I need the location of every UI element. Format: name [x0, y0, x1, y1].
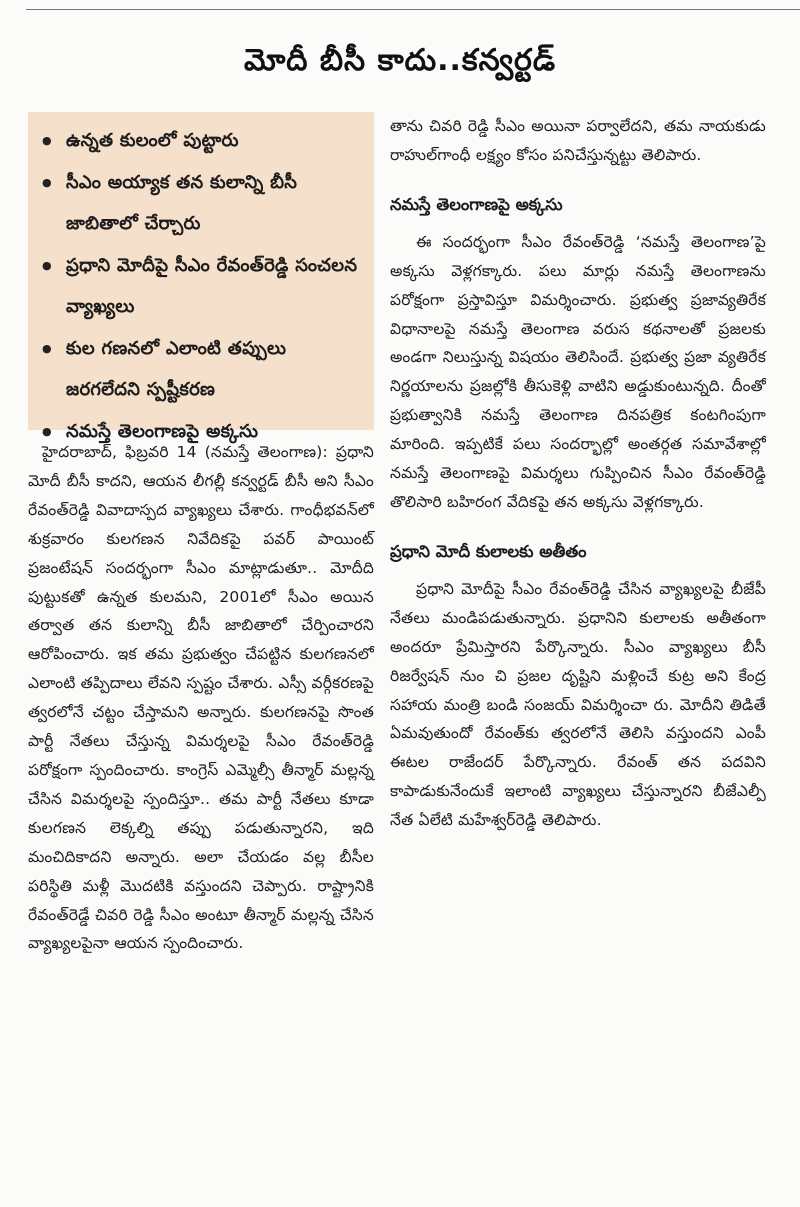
section-subhead: నమస్తే తెలంగాణపై అక్కసు [390, 194, 563, 214]
highlight-item: ● ప్రధాని మోదీపై సీఎం రేవంత్‌రెడ్డి సంచలన వ్యాఖ్యలు [38, 245, 364, 328]
lead-paragraph: హైదరాబాద్, ఫిబ్రవరి 14 (నమస్తే తెలంగాణ): ప్రధాని మోదీ బీసీ కాదని, ఆయన లీగల్లీ కన్వర్టడ్ బీసీ అని సీఎం రేవంత్‌రెడ్డి వివాదాస్పద వ్యాఖ్యలు చేశారు. గాంధీభవన్‌లో శుక్రవారం కులగణన నివేదికపై పవర్ పాయింట్ ప్రజంటేషన్ సందర్భంగా సీఎం మాట్లాడుతూ.. మోదీది పుట్టుకతో ఉన్నత కులమని, 2001లో సీఎం అయిన తర్వాత తన కులాన్ని బీసీ జాబితాలో చేర్పించారని ఆరోపించారు. ఇక తమ ప్రభుత్వం చేపట్టిన కులగణనలో ఎలాంటి తప్పిదాలు లేవని స్పష్టం చేశారు. ఎస్సీ వర్గీకరణపై త్వరలోనే చట్టం చేస్తామని అన్నారు. కులగణనపై సొంత పార్టీ నేతలు చేస్తున్న విమర్శలపై సీఎం రేవంత్‌రెడ్డి పరోక్షంగా స్పందించారు. కాంగ్రెస్ ఎమ్మెల్సీ తీన్మార్ మల్లన్న చేసిన విమర్శలపై స్పందిస్తూ.. తమ పార్టీ నేతలు కూడా కులగణన లెక్కల్ని తప్పు పడుతున్నారని, ఇది మంచిదికాదని అన్నారు. అలా చేయడం వల్ల బీసీల పరిస్థితి మళ్లీ మొదటికి వస్తుందని చెప్పారు. రాష్ట్రానికి రేవంత్‌రెడ్డే చివరి రెడ్డి సీఎం అంటూ తీన్మార్ మల్లన్న చేసిన వ్యాఖ్యలపైనా ఆయన స్పందించారు. [28, 443, 374, 953]
section-paragraph: ప్రధాని మోదీపై సీఎం రేవంత్‌రెడ్డి చేసిన వ్యాఖ్యలపై బీజేపీ నేతలు మండిపడుతున్నారు. ప్రధానిని కులాలకు అతీతంగా అందరూ ప్రేమిస్తారని పేర్కొన్నారు. సీఎం వ్యాఖ్యలు బీసీ రిజర్వేషన్ నుం చి ప్రజల దృష్టిని మళ్లించే కుట్ర అని కేంద్ర సహాయ మంత్రి బండి సంజయ్ విమర్శించా రు. మోదీని తిడితే ఏమవుతుందో రేవంత్‌కు త్వరలోనే తెలిసి వస్తుందని ఎంపీ ఈటల రాజేందర్ పేర్కొన్నారు. రేవంత్ తన పదవిని కాపాడుకునేందుకే ఇలాంటి వ్యాఖ్యలు చేస్తున్నారని బీజేఎల్పీ నేత ఏలేటి మహేశ్వర్‌రెడ్డి తెలిపారు. [390, 579, 766, 830]
left-column [28, 112, 374, 958]
highlight-item: ● సీఎం అయ్యాక తన కులాన్ని బీసీ జాబితాలో చేర్చారు [38, 162, 364, 245]
highlight-item: ● నమస్తే తెలంగాణపై అక్కసు [38, 411, 364, 453]
highlights-box [28, 112, 374, 442]
top-rule [26, 9, 800, 10]
section-subhead: ప్రధాని మోదీ కులాలకు అతీతం [390, 541, 587, 561]
highlight-item: ● ఉన్నత కులంలో పుట్టారు [38, 120, 364, 162]
continuation-paragraph: తాను చివరి రెడ్డి సీఎం అయినా పర్వాలేదని, తమ నాయకుడు రాహుల్‌గాంధీ లక్ష్యం కోసం పనిచేస్తున్నట్టు తెలిపారు. [390, 117, 766, 164]
section-paragraph: ఈ సందర్భంగా సీఎం రేవంత్‌రెడ్డి ‘నమస్తే తెలంగాణ’పై అక్కసు వెళ్లగక్కారు. పలు మార్లు నమస్తే తెలంగాణను పరోక్షంగా ప్రస్తావిస్తూ విమర్శించారు. ప్రభుత్వ ప్రజావ్యతిరేక విధానాలపై నమస్తే తెలంగాణ వరుస కథనాలతో ప్రజలకు అండగా నిలుస్తున్న విషయం తెలిసిందే. ప్రభుత్వ ప్రజా వ్యతిరేక నిర్ణయాలను ప్రజల్లోకి తీసుకెళ్లి వాటిని అడ్డుకుంటున్నది. దీంతో ప్రభుత్వానికి నమస్తే తెలంగాణ దినపత్రిక కంటగింపుగా మారింది. ఇప్పటికే పలు సందర్భాల్లో అంతర్గత సమావేశాల్లో నమస్తే తెలంగాణపై విమర్శలు గుప్పించిన సీఎం రేవంత్‌రెడ్డి తొలిసారి బహిరంగ వేదికపై తన అక్కసు వెళ్లగక్కారు. [390, 232, 766, 511]
highlights-list [38, 120, 364, 452]
right-column [390, 112, 766, 835]
article-headline: మోదీ బీసీ కాదు..కన్వర్టడ్ [243, 43, 557, 78]
highlight-item: ● కుల గణనలో ఎలాంటి తప్పులు జరగలేదని స్పష్టీకరణ [38, 328, 364, 411]
